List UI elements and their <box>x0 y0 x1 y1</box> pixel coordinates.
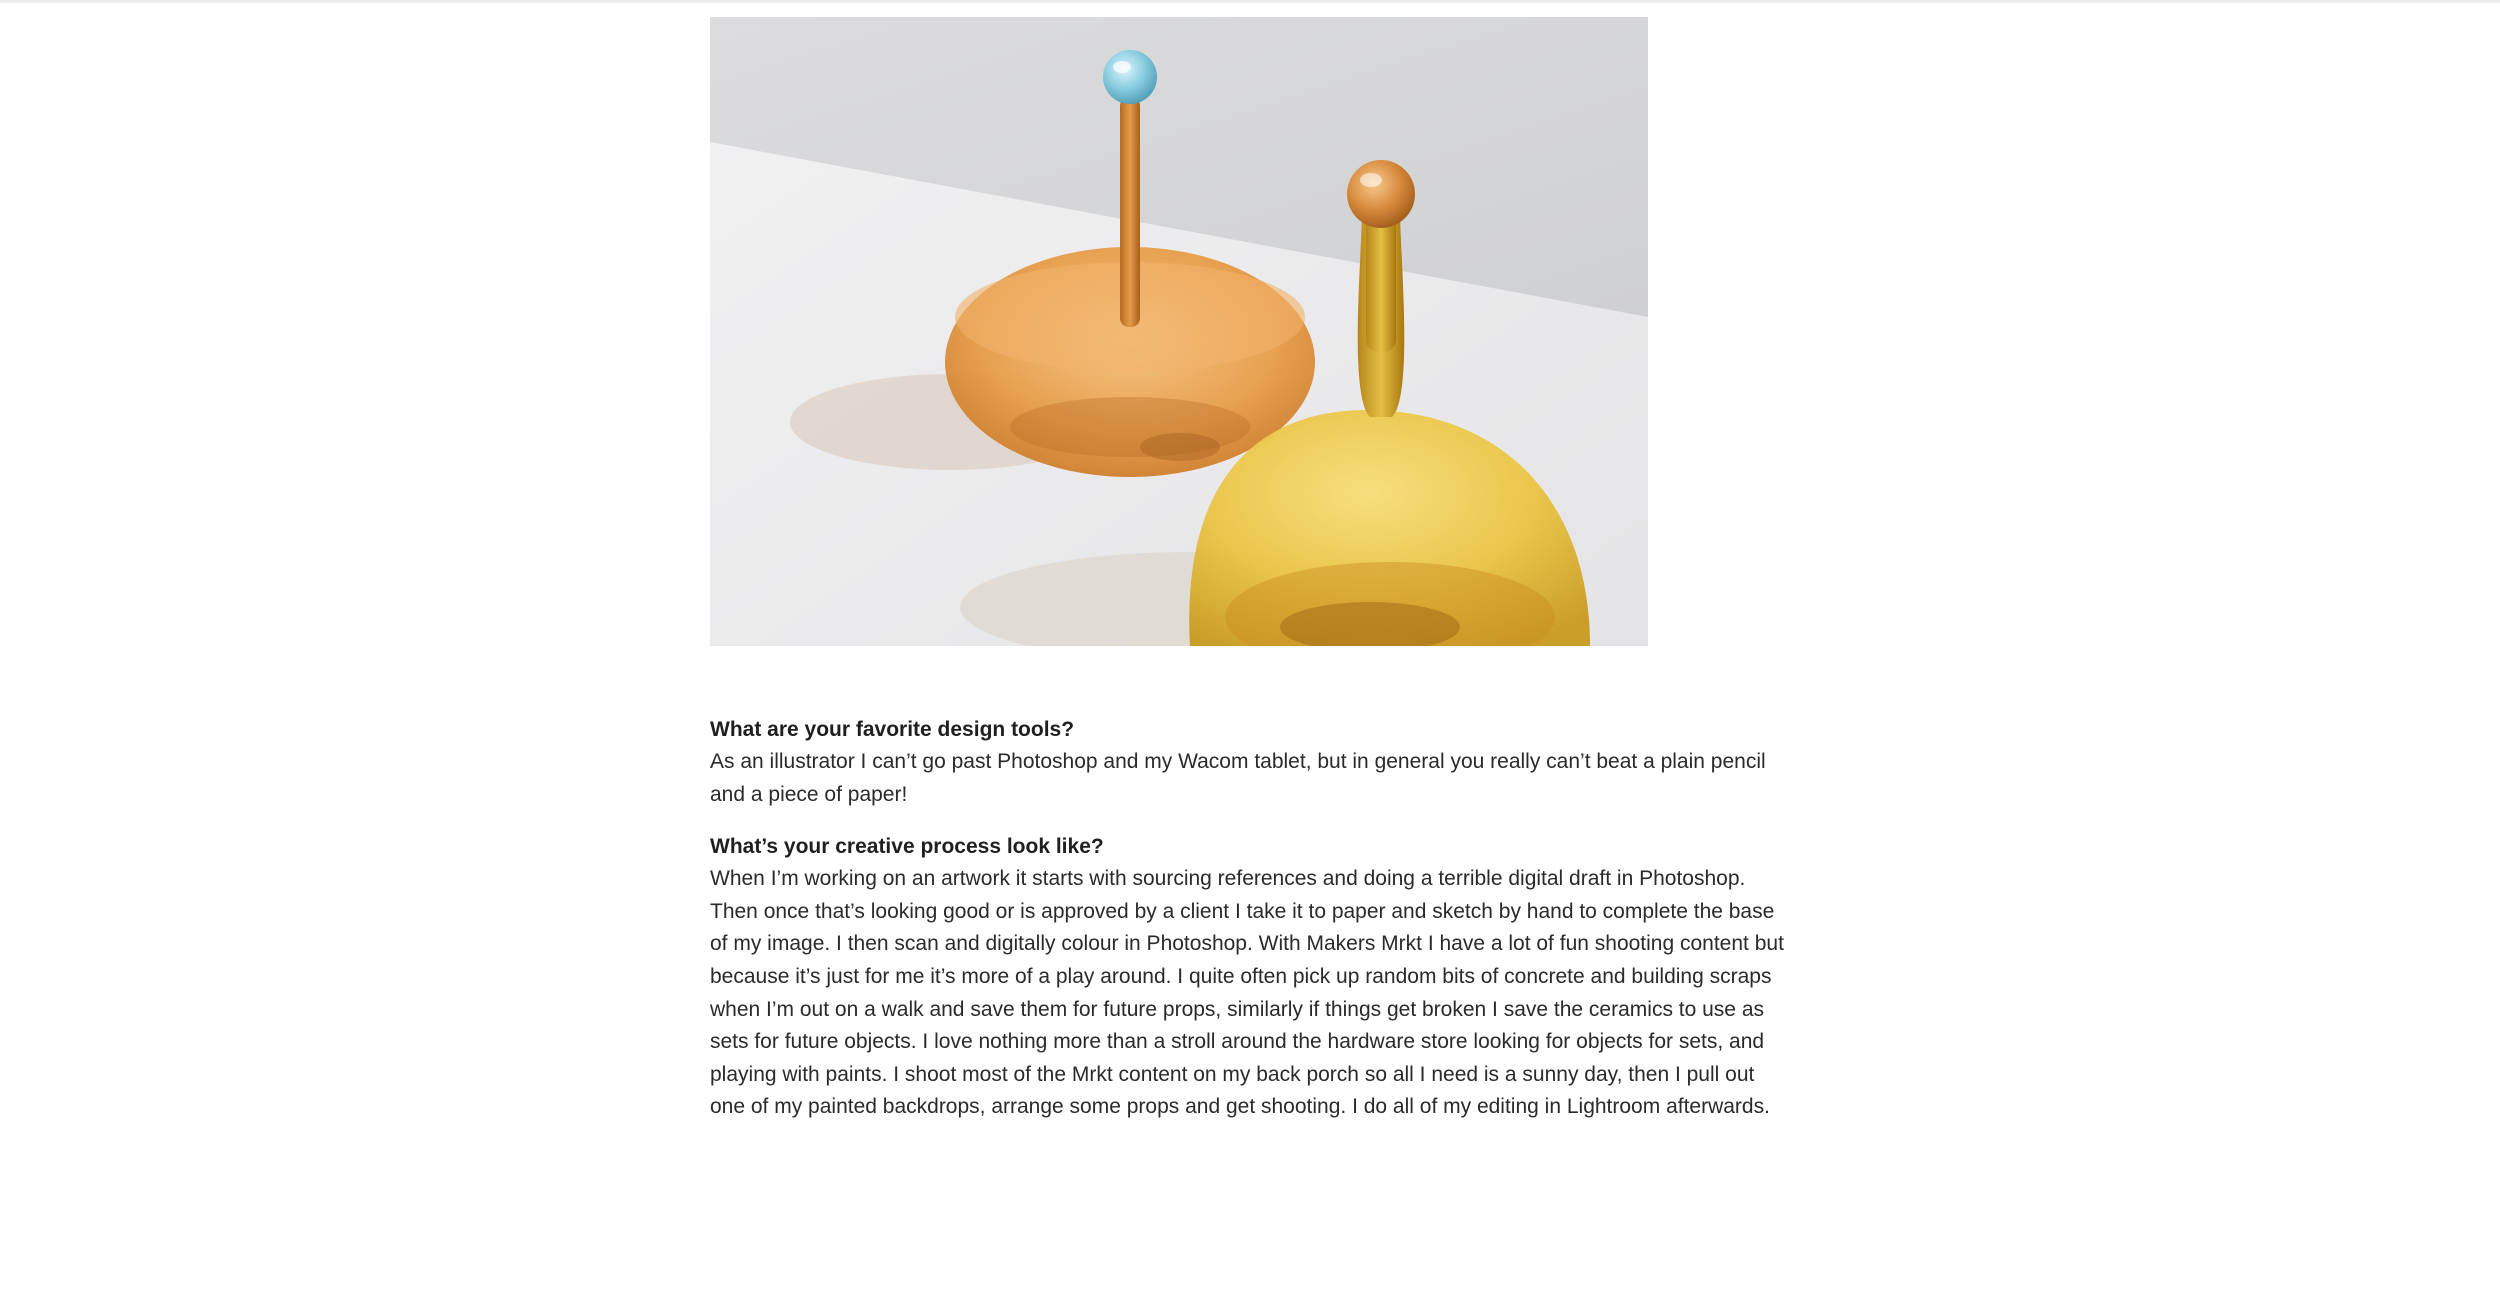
article-body <box>710 17 1790 1124</box>
answer-creative-process: When I’m working on an artwork it starts with sourcing references and doing a terrible digital draft in Photoshop. Then once that’s looking good or is approved by a client I take it to paper and sketch by hand to complete the base of my image. I then scan and digitally colour in Photoshop. With Makers Mrkt I have a lot of fun shooting content but because it’s just for me it’s more of a play around. I quite often pick up random bits of concrete and building scraps when I’m out on a walk and save them for future props, similarly if things get broken I save the ceramics to use as sets for future objects. I love nothing more than a stroll around the hardware store looking for objects for sets, and playing with paints. I shoot most of the Mrkt content on my back porch so all I need is a sunny day, then I pull out one of my painted backdrops, arrange some props and get shooting. I do all of my editing in Lightroom afterwards. <box>710 867 1784 1119</box>
answer-design-tools: As an illustrator I can’t go past Photoshop and my Wacom tablet, but in general you really can’t beat a plain pencil and a piece of paper! <box>710 750 1766 806</box>
top-divider <box>0 0 2500 3</box>
qa-item-creative-process <box>710 831 1790 1124</box>
interview-qa <box>710 714 1790 1124</box>
article-hero-image <box>710 17 1648 646</box>
glass-spinning-tops-photo <box>710 17 1648 646</box>
qa-item-design-tools <box>710 714 1790 811</box>
question-creative-process: What’s your creative process look like? <box>710 835 1104 859</box>
question-design-tools: What are your favorite design tools? <box>710 718 1075 741</box>
